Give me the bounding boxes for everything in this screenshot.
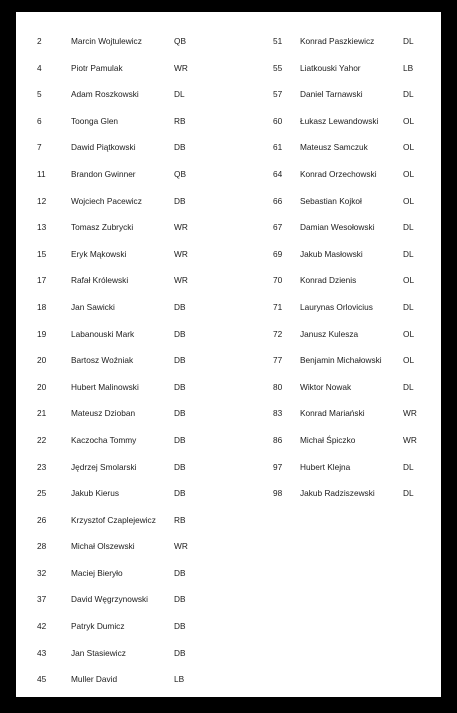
player-position: DB: [174, 301, 186, 312]
player-position: OL: [403, 328, 415, 339]
player-number: 20: [37, 355, 47, 366]
player-number: 71: [273, 301, 283, 312]
player-position: DL: [174, 89, 185, 100]
player-number: 20: [37, 381, 47, 392]
player-number: 43: [37, 647, 47, 658]
player-number: 11: [37, 168, 46, 179]
player-position: QB: [174, 168, 186, 179]
player-position: LB: [174, 674, 185, 685]
player-number: 4: [37, 62, 42, 73]
player-number: 5: [37, 89, 42, 100]
player-number: 19: [37, 328, 47, 339]
player-name: David Węgrzynowski: [71, 594, 148, 605]
player-position: WR: [403, 408, 417, 419]
player-number: 18: [37, 301, 47, 312]
player-position: WR: [174, 275, 188, 286]
player-position: DB: [174, 195, 186, 206]
player-position: OL: [403, 195, 415, 206]
player-position: OL: [403, 275, 415, 286]
player-number: 25: [37, 488, 47, 499]
player-number: 67: [273, 222, 283, 233]
player-name: Janusz Kulesza: [300, 328, 359, 339]
player-number: 42: [37, 621, 47, 632]
player-position: DL: [403, 248, 414, 259]
player-number: 15: [37, 248, 47, 259]
player-name: Patryk Dumicz: [71, 621, 125, 632]
player-position: DB: [174, 142, 186, 153]
player-name: Jędrzej Smolarski: [71, 461, 137, 472]
player-position: DB: [174, 488, 186, 499]
player-name: Labanouski Mark: [71, 328, 135, 339]
player-name: Rafał Królewski: [71, 275, 129, 286]
player-position: DB: [174, 408, 186, 419]
player-number: 60: [273, 115, 283, 126]
player-position: WR: [174, 222, 188, 233]
player-position: DL: [403, 461, 414, 472]
player-name: Adam Roszkowski: [71, 89, 139, 100]
player-number: 98: [273, 488, 283, 499]
player-name: Muller David: [71, 674, 118, 685]
player-number: 77: [273, 355, 283, 366]
player-name: Konrad Dzienis: [300, 275, 357, 286]
player-number: 86: [273, 434, 283, 445]
player-position: WR: [403, 434, 417, 445]
player-position: RB: [174, 514, 186, 525]
player-position: WR: [174, 248, 188, 259]
player-name: Konrad Orzechowski: [300, 168, 377, 179]
player-number: 57: [273, 89, 283, 100]
player-position: DB: [174, 381, 186, 392]
player-position: DL: [403, 89, 414, 100]
player-position: QB: [174, 36, 186, 46]
player-number: 17: [37, 275, 47, 286]
player-name: Brandon Gwinner: [71, 168, 136, 179]
player-name: Hubert Malinowski: [71, 381, 139, 392]
player-name: Eryk Mąkowski: [71, 248, 127, 259]
player-position: DL: [403, 301, 414, 312]
player-name: Hubert Klejna: [300, 461, 351, 472]
player-number: 64: [273, 168, 283, 179]
player-name: Krzysztof Czaplejewicz: [71, 514, 156, 525]
player-position: OL: [403, 115, 415, 126]
player-number: 66: [273, 195, 283, 206]
player-number: 12: [37, 195, 47, 206]
player-position: DB: [174, 567, 186, 578]
player-name: Daniel Tarnawski: [300, 89, 363, 100]
player-name: Konrad Mariański: [300, 408, 365, 419]
player-number: 32: [37, 567, 47, 578]
player-position: DL: [403, 488, 414, 499]
player-name: Maciej Bieryło: [71, 567, 123, 578]
player-position: DL: [403, 36, 414, 46]
player-number: 7: [37, 142, 42, 153]
player-number: 55: [273, 62, 283, 73]
player-name: Piotr Pamulak: [71, 62, 123, 73]
player-position: OL: [403, 142, 415, 153]
player-position: RB: [174, 115, 186, 126]
player-name: Jakub Kierus: [71, 488, 119, 499]
player-position: DB: [174, 355, 186, 366]
player-position: DL: [403, 222, 414, 233]
document-page: [16, 12, 441, 697]
player-position: DB: [174, 328, 186, 339]
player-number: 23: [37, 461, 47, 472]
player-name: Konrad Paszkiewicz: [300, 36, 375, 46]
player-name: Wojciech Pacewicz: [71, 195, 142, 206]
player-name: Dawid Piątkowski: [71, 142, 136, 153]
player-position: WR: [174, 62, 188, 73]
player-position: DB: [174, 594, 186, 605]
player-name: Laurynas Orlovicius: [300, 301, 373, 312]
player-name: Sebastian Kojkoł: [300, 195, 362, 206]
player-number: 6: [37, 115, 42, 126]
player-position: DB: [174, 621, 186, 632]
player-name: Wiktor Nowak: [300, 381, 352, 392]
player-number: 97: [273, 461, 283, 472]
player-name: Mateusz Samczuk: [300, 142, 368, 153]
player-number: 13: [37, 222, 47, 233]
player-name: Łukasz Lewandowski: [300, 115, 379, 126]
player-name: Kaczocha Tommy: [71, 434, 137, 445]
player-position: DB: [174, 434, 186, 445]
player-name: Bartosz Woźniak: [71, 355, 134, 366]
player-number: 45: [37, 674, 47, 685]
player-number: 72: [273, 328, 283, 339]
player-name: Damian Wesołowski: [300, 222, 375, 233]
player-name: Jakub Masłowski: [300, 248, 363, 259]
player-number: 70: [273, 275, 283, 286]
player-name: Tomasz Zubrycki: [71, 222, 134, 233]
player-name: Michał Śpiczko: [300, 434, 356, 445]
player-name: Toonga Glen: [71, 115, 119, 126]
player-number: 37: [37, 594, 47, 605]
player-number: 61: [273, 142, 283, 153]
player-position: OL: [403, 168, 415, 179]
player-number: 80: [273, 381, 283, 392]
player-number: 69: [273, 248, 283, 259]
player-number: 28: [37, 541, 47, 552]
player-name: Mateusz Dzioban: [71, 408, 136, 419]
player-name: Jakub Radziszewski: [300, 488, 375, 499]
player-position: DB: [174, 647, 186, 658]
player-number: 26: [37, 514, 47, 525]
player-name: Marcin Wojtulewicz: [71, 36, 142, 46]
player-number: 21: [37, 408, 47, 419]
player-name: Benjamin Michałowski: [300, 355, 382, 366]
player-name: Jan Sawicki: [71, 301, 115, 312]
player-number: 83: [273, 408, 283, 419]
player-position: OL: [403, 355, 415, 366]
player-number: 51: [273, 36, 283, 46]
player-name: Michał Olszewski: [71, 541, 135, 552]
player-position: WR: [174, 541, 188, 552]
player-name: Liatkouski Yahor: [300, 62, 361, 73]
player-position: DL: [403, 381, 414, 392]
player-number: 22: [37, 434, 47, 445]
player-name: Jan Stasiewicz: [71, 647, 126, 658]
player-number: 2: [37, 36, 42, 46]
player-position: DB: [174, 461, 186, 472]
player-position: LB: [403, 62, 414, 73]
